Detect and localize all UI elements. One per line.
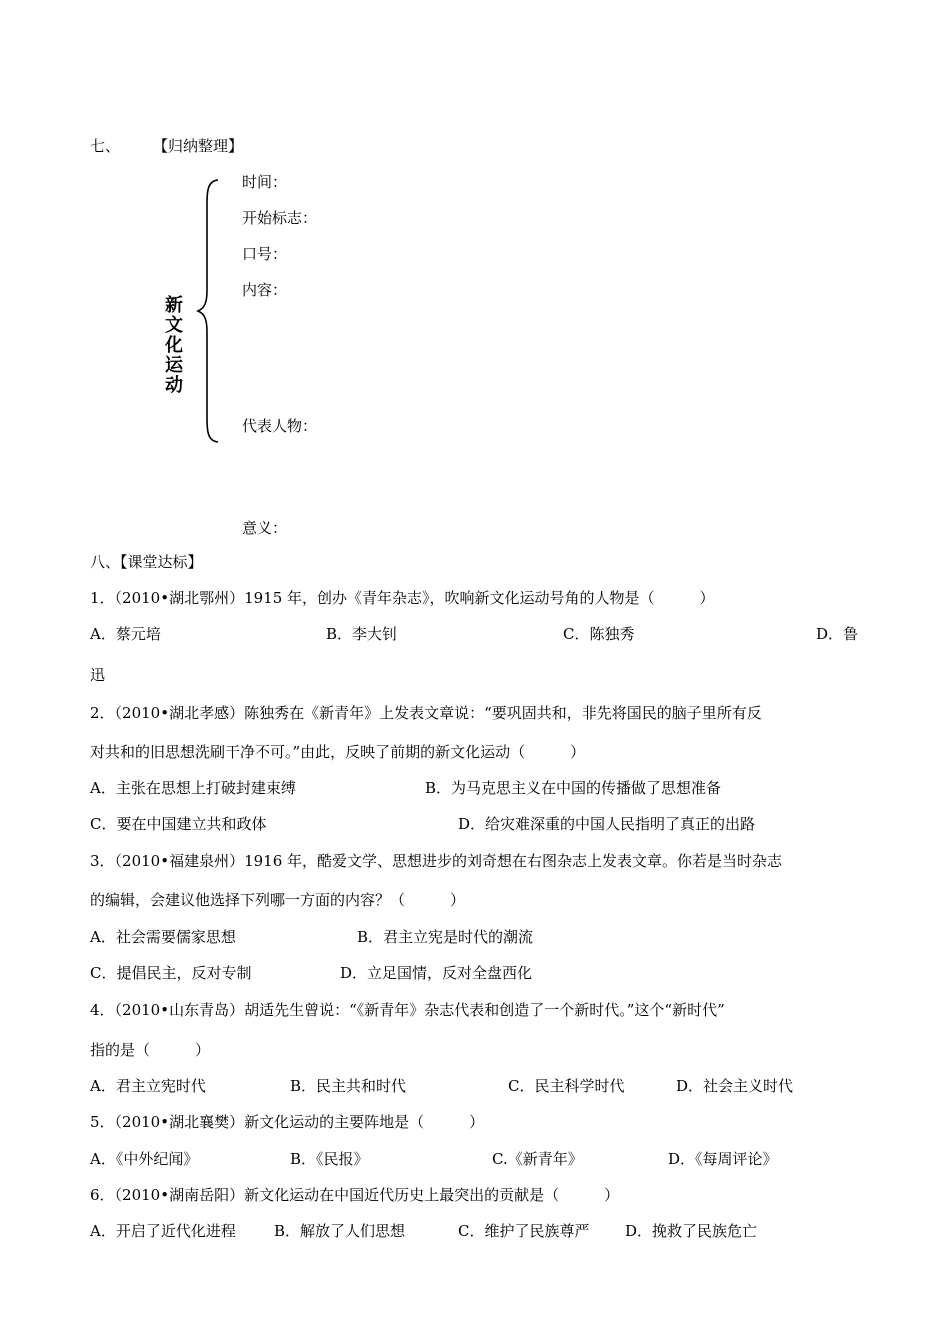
question-1-stem: 1．（2010•湖北鄂州）1915 年，创办《青年杂志》，吹响新文化运动号角的人物是（ ） xyxy=(90,589,715,607)
curly-brace-icon xyxy=(196,178,220,444)
question-1-option-a: A．蔡元培 xyxy=(90,625,161,643)
question-2-stem-line1: 2．（2010•湖北孝感）陈独秀在《新青年》上发表文章说：“要巩固共和，非先将国民的脑子里所有反 xyxy=(90,704,762,722)
question-3-option-d: D．立足国情，反对全盘西化 xyxy=(340,964,533,982)
field-start-sign: 开始标志： xyxy=(242,209,318,227)
field-significance: 意义： xyxy=(242,519,288,537)
question-2-option-d: D．给灾难深重的中国人民指明了真正的出路 xyxy=(458,815,756,833)
question-6-stem: 6．（2010•湖南岳阳）新文化运动在中国近代历史上最突出的贡献是（ ） xyxy=(90,1186,620,1204)
question-3-option-b: B．君主立宪是时代的潮流 xyxy=(357,928,534,946)
question-2-stem-line2: 对共和的旧思想洗刷干净不可。”由此，反映了前期的新文化运动（ ） xyxy=(90,743,586,761)
question-1-option-d-continued: 迅 xyxy=(90,666,106,684)
question-6-option-c: C．维护了民族尊严 xyxy=(458,1222,590,1240)
question-5-stem: 5．（2010•湖北襄樊）新文化运动的主要阵地是（ ） xyxy=(90,1113,485,1131)
field-figures: 代表人物： xyxy=(242,417,318,435)
question-4-option-b: B．民主共和时代 xyxy=(290,1077,407,1095)
question-3-stem-line1: 3．（2010•福建泉州）1916 年，酷爱文学、思想进步的刘奇想在右图杂志上发表文章。你若是当时杂志 xyxy=(90,852,783,870)
question-1-option-c: C．陈独秀 xyxy=(563,625,635,643)
question-2-option-a: A．主张在思想上打破封建束缚 xyxy=(90,779,296,797)
question-5-option-b: B．《民报》 xyxy=(290,1150,369,1168)
question-4-option-c: C．民主科学时代 xyxy=(508,1077,625,1095)
vertical-label-new-culture-movement: 新文化运动 xyxy=(165,295,183,396)
question-3-stem-line2: 的编辑，会建议他选择下列哪一方面的内容？（ ） xyxy=(90,891,466,909)
question-5-option-d: D．《每周评论》 xyxy=(668,1150,778,1168)
question-2-option-c: C．要在中国建立共和政体 xyxy=(90,815,267,833)
section8-title: 八、【课堂达标】 xyxy=(90,553,203,571)
question-1-option-d: D．鲁 xyxy=(816,625,859,643)
question-5-option-a: A．《中外纪闻》 xyxy=(90,1150,199,1168)
field-content: 内容： xyxy=(242,281,288,299)
field-slogan: 口号： xyxy=(242,245,288,263)
question-3-option-c: C．提倡民主，反对专制 xyxy=(90,964,252,982)
question-6-option-d: D．挽救了民族危亡 xyxy=(625,1222,758,1240)
question-3-option-a: A．社会需要儒家思想 xyxy=(90,928,236,946)
question-5-option-c: C.《新青年》 xyxy=(492,1150,583,1168)
question-4-stem-line1: 4．（2010•山东青岛）胡适先生曾说：“《新青年》杂志代表和创造了一个新时代。”这个“新时代” xyxy=(90,1001,725,1019)
question-6-option-b: B．解放了人们思想 xyxy=(274,1222,406,1240)
question-4-stem-line2: 指的是（ ） xyxy=(90,1041,211,1059)
question-6-option-a: A．开启了近代化进程 xyxy=(90,1222,236,1240)
question-2-option-b: B．为马克思主义在中国的传播做了思想准备 xyxy=(425,779,722,797)
field-time: 时间： xyxy=(242,173,288,191)
section7-title: 【归纳整理】 xyxy=(153,137,244,155)
question-4-option-a: A．君主立宪时代 xyxy=(90,1077,206,1095)
section7-number: 七、 xyxy=(90,137,121,155)
question-1-option-b: B．李大钊 xyxy=(326,625,398,643)
question-4-option-d: D．社会主义时代 xyxy=(676,1077,794,1095)
